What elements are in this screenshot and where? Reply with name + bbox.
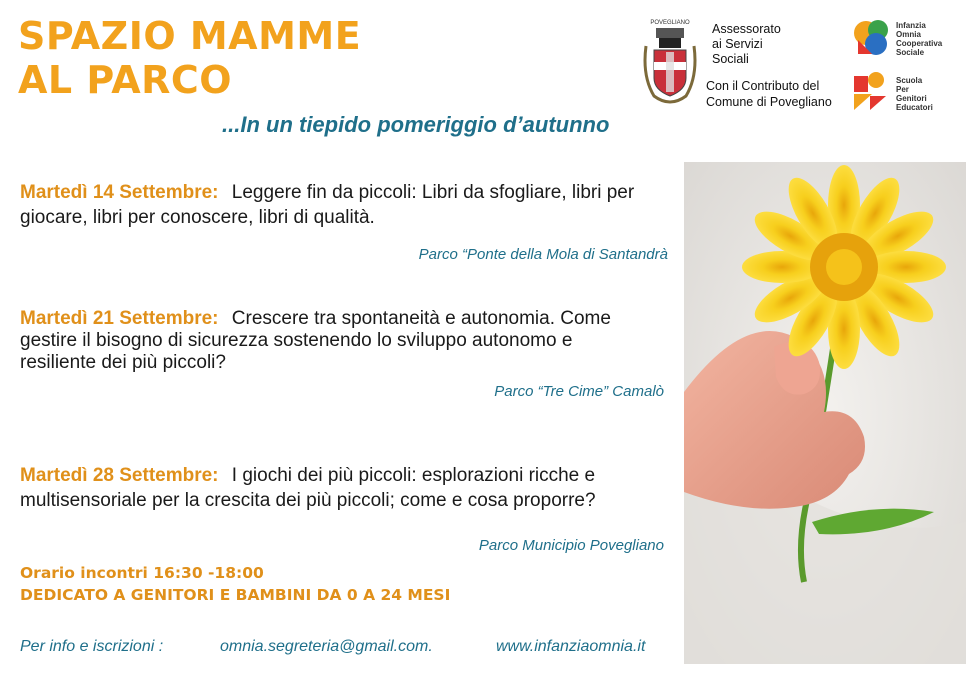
infanzia-omnia-icon bbox=[852, 18, 892, 58]
assessorato-line-3: Sociali bbox=[712, 52, 749, 66]
website-link[interactable]: www.infanziaomnia.it bbox=[496, 638, 646, 655]
orario-text: Orario incontri 16:30 -18:00 bbox=[20, 564, 264, 582]
contributo-line-2: Comune di Povegliano bbox=[706, 95, 832, 109]
infanzia-omnia-logo bbox=[852, 18, 962, 58]
event-2-place: Parco “Tre Cime” Camalò bbox=[494, 383, 664, 400]
info-label: Per info e iscrizioni : bbox=[20, 638, 164, 655]
email-link[interactable]: omnia.segreteria@gmail.com. bbox=[220, 638, 433, 655]
logo-infanzia-line: Cooperativa bbox=[896, 39, 943, 48]
povegliano-crest-icon bbox=[640, 16, 700, 108]
logo-scuola-line: Educatori bbox=[896, 103, 933, 112]
flower-hand-image bbox=[684, 162, 966, 664]
scuola-genitori-icon bbox=[852, 72, 892, 112]
logo-infanzia-line: Infanzia bbox=[896, 21, 926, 30]
event-3 bbox=[20, 463, 670, 513]
scuola-genitori-text bbox=[896, 76, 933, 112]
schedule-info bbox=[20, 562, 450, 606]
logo-infanzia-line: Sociale bbox=[896, 48, 925, 57]
event-2 bbox=[20, 308, 630, 374]
event-description: I giochi dei più piccoli: esplorazioni ricche e multisensoriale per la crescita dei più piccoli; come e cosa proporre? bbox=[20, 465, 596, 511]
contributo-text bbox=[706, 78, 846, 110]
event-date: Martedì 14 Settembre: bbox=[20, 182, 219, 203]
event-date: Martedì 21 Settembre: bbox=[20, 308, 219, 329]
poster-title bbox=[18, 14, 361, 102]
event-text bbox=[20, 463, 670, 513]
event-description: Leggere fin da piccoli: Libri da sfogliare, libri per giocare, libri per conoscere, libri di qualità. bbox=[20, 182, 635, 228]
logo-scuola-line: Per bbox=[896, 85, 909, 94]
dedicato-text: DEDICATO A GENITORI E BAMBINI DA 0 A 24 MESI bbox=[20, 586, 451, 604]
poster-subtitle: ...In un tiepido pomeriggio d’autunno bbox=[222, 112, 610, 137]
logo-scuola-line: Genitori bbox=[896, 94, 927, 103]
event-3-place: Parco Municipio Povegliano bbox=[478, 537, 664, 554]
sponsor-header bbox=[636, 10, 966, 120]
title-line-2: AL PARCO bbox=[18, 58, 233, 102]
event-text bbox=[20, 308, 630, 374]
crest-label: POVEGLIANO bbox=[650, 20, 690, 26]
title-line-1: SPAZIO MAMME bbox=[18, 14, 362, 58]
assessorato-text bbox=[712, 22, 832, 67]
assessorato-line-2: ai Servizi bbox=[712, 37, 763, 51]
event-1 bbox=[20, 180, 680, 230]
logo-scuola-line: Scuola bbox=[896, 76, 923, 85]
contributo-line-1: Con il Contributo del bbox=[706, 79, 820, 93]
flower-hand-photo bbox=[684, 162, 966, 664]
event-date: Martedì 28 Settembre: bbox=[20, 465, 219, 486]
infanzia-omnia-text bbox=[896, 21, 942, 57]
assessorato-line-1: Assessorato bbox=[712, 22, 781, 36]
logo-infanzia-line: Omnia bbox=[896, 30, 921, 39]
scuola-genitori-logo bbox=[852, 72, 962, 116]
event-1-place: Parco “Ponte della Mola di Santandrà bbox=[418, 246, 668, 263]
event-text bbox=[20, 180, 680, 230]
event-description: Crescere tra spontaneità e autonomia. Come gestire il bisogno di sicurezza sostenendo lo sviluppo autonomo e resiliente dei più piccoli? bbox=[20, 308, 611, 373]
